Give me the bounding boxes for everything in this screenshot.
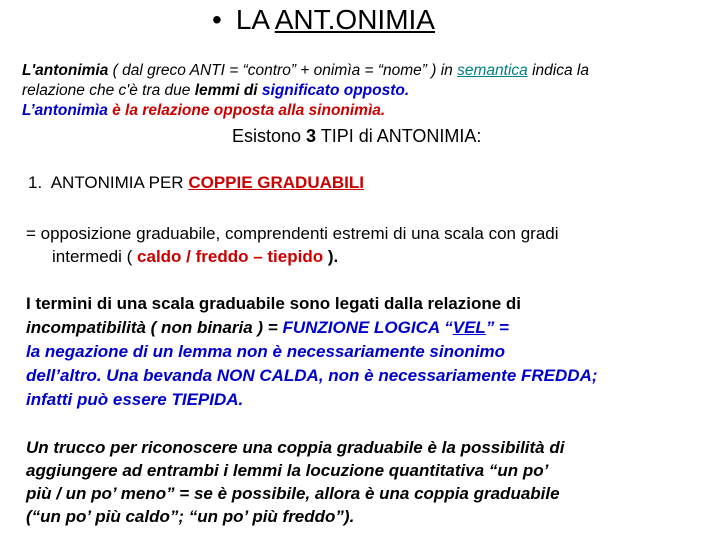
funzione-logica-end: ” = (485, 318, 509, 337)
example-words: caldo / freddo – tiepido (137, 247, 324, 266)
definition-text: intermedi ( (52, 247, 138, 266)
intro-line-1 (22, 61, 589, 81)
definition-text: ). (323, 247, 339, 266)
intro-red-text: è la relazione opposta alla (107, 102, 309, 119)
subhead-text: TIPI di ANTONIMIA: (316, 126, 482, 146)
subhead-text: Esistono (232, 126, 307, 146)
vel-term: VEL (452, 318, 486, 337)
para2-line-4: (“un po’ più caldo”; “un po’ più freddo”). (26, 507, 355, 526)
term-sinonimia: sinonimìa. (308, 102, 386, 119)
coppie-graduabili: COPPIE GRADUABILI (188, 173, 364, 192)
para1-line-3: la negazione di un lemma non è necessariamente sinonimo (26, 342, 505, 361)
title-bullet: • (212, 4, 222, 35)
para2-line-2: aggiungere ad entrambi i lemmi la locuzione quantitativa “un po’ (26, 461, 549, 480)
significato-opposto: significato opposto. (261, 82, 410, 99)
funzione-logica: FUNZIONE LOGICA “ (282, 318, 453, 337)
para1-line-4: dell’altro. Una bevanda NON CALDA, non è necessariamente FREDDA; (26, 366, 598, 385)
paragraph-trick (26, 436, 564, 528)
term-antonimia-2: L’antonimìa (22, 102, 108, 119)
intro-text: indica la (527, 62, 589, 79)
definition-line-2 (26, 245, 559, 268)
para2-line-1: Un trucco per riconoscere una coppia graduabile è la possibilità di (26, 438, 565, 457)
intro-text: di (239, 82, 262, 99)
title-underlined: ANT.ONIMIA (274, 4, 435, 35)
para2-line-3: più / un po’ meno” = se è possibile, allora è una coppia graduabile (26, 484, 560, 503)
para1-text: I termini di una scala graduabile sono legati dalla relazione di (26, 294, 522, 313)
para1-text: incompatibilità ( non binaria ) = (26, 318, 283, 337)
intro-text: ( dal greco ANTI = “contro” + onimìa = “nome” ) in (108, 62, 458, 79)
types-count: 3 (306, 126, 317, 146)
slide-title (212, 4, 435, 36)
para1-line-2 (26, 316, 598, 340)
list-item-text: ANTONIMIA PER (50, 173, 189, 192)
para1-line-5: infatti può essere TIEPIDA. (26, 390, 244, 409)
title-prefix: LA (235, 4, 275, 35)
intro-text: relazione che c'è tra due (22, 82, 195, 99)
term-antonimia: L'antonimia (22, 62, 109, 79)
types-heading (232, 126, 481, 147)
semantica-link[interactable]: semantica (457, 62, 528, 79)
intro-line-3 (22, 101, 589, 121)
definition-line-1: = opposizione graduabile, comprendenti estremi di una scala con gradi (26, 224, 559, 243)
intro-paragraph (22, 61, 589, 121)
intro-line-2 (22, 81, 589, 101)
definition (26, 222, 559, 268)
list-item-1 (28, 173, 364, 193)
term-lemmi: lemmi (194, 82, 240, 99)
list-number: 1. (28, 173, 43, 192)
para1-line-1 (26, 292, 598, 316)
paragraph-incompatibility (26, 292, 598, 412)
